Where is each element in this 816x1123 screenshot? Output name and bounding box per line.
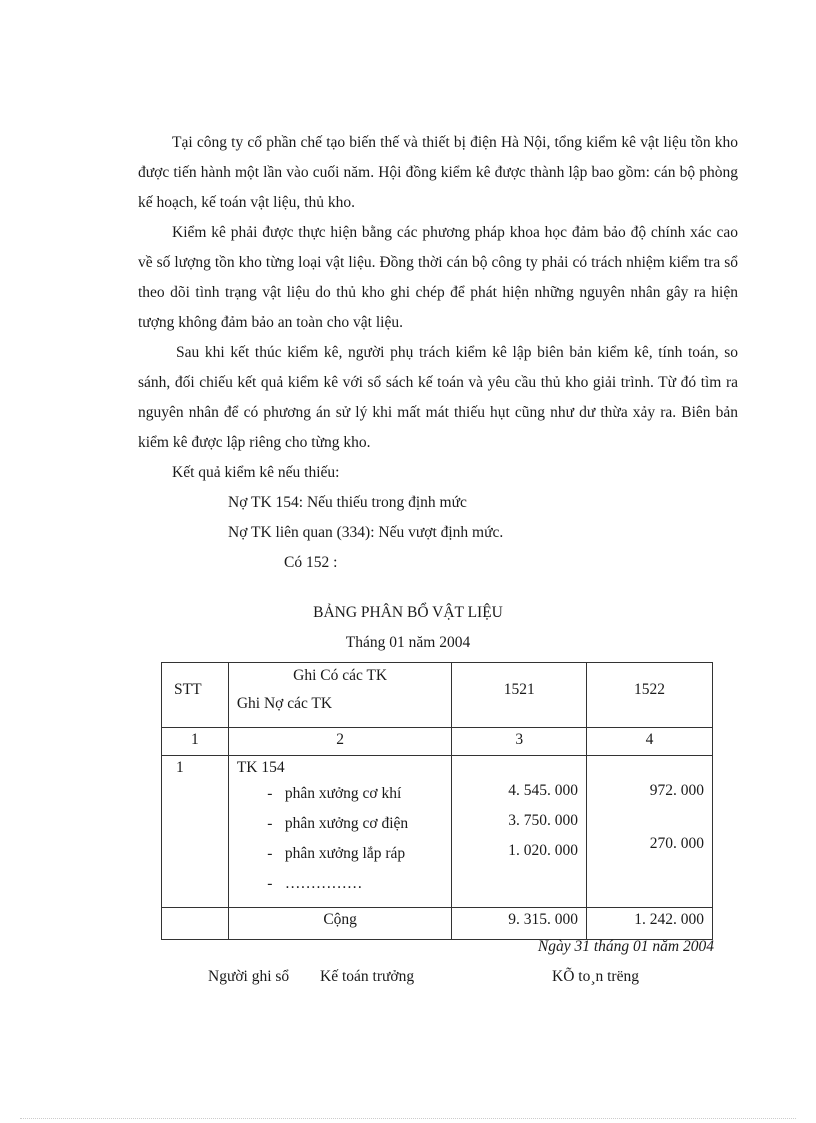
value-1521: 4. 545. 000 — [508, 782, 579, 799]
table-title: BẢNG PHÂN BỔ VẬT LIỆU — [313, 604, 503, 621]
total-empty — [162, 908, 229, 940]
total-label: Cộng — [228, 908, 452, 940]
row-values-1522 — [587, 756, 713, 908]
total-1521: 9. 315. 000 — [452, 908, 587, 940]
list-item: - phân xưởng cơ khí — [267, 785, 402, 802]
index-cell: 1 — [162, 728, 229, 756]
row-stt: 1 — [162, 756, 229, 908]
list-item: - phân xưởng lắp ráp — [267, 845, 406, 862]
value-1521: 1. 020. 000 — [508, 842, 579, 859]
list-item: - phân xưởng cơ điện — [267, 815, 409, 832]
row-account-tk154: TK 154 — [236, 759, 285, 776]
header-1521: 1521 — [452, 663, 587, 728]
credit-entry-152: Có 152 : — [284, 554, 338, 571]
preparer-signature: Người ghi sổ — [208, 968, 290, 985]
index-row — [162, 728, 713, 756]
index-cell: 4 — [587, 728, 713, 756]
row-accounts — [228, 756, 452, 908]
header-credit-label: Ghi Có các TK — [293, 667, 388, 684]
third-signature: KÕ to¸n trëng — [552, 968, 639, 985]
page-bottom-rule — [20, 1118, 796, 1119]
paragraph-3: Sau khi kết thúc kiểm kê, người phụ trách kiểm kê lập biên bản kiểm kê, tính toán, so sánh, đối chiếu kết quả kiểm kê với sổ sách kế toán và yêu cầu thủ kho giải trình. Từ đó tìm ra nguyên nhân để có phương án sử lý khi mất mát thiếu hụt cũng như dư thừa xảy ra. Biên bản kiểm kê được lập riêng cho từng kho. — [138, 344, 738, 451]
paragraph-1: Tại công ty cổ phần chế tạo biến thế và thiết bị điện Hà Nội, tổng kiểm kê vật liệu tồn kho được tiến hành một lần vào cuối năm. Hội đồng kiểm kê được thành lập bao gồm: cán bộ phòng kế hoạch, kế toán vật liệu, thủ kho. — [138, 134, 738, 211]
value-1521: 3. 750. 000 — [508, 812, 579, 829]
value-1522: 270. 000 — [649, 835, 704, 852]
row-values-1521 — [452, 756, 587, 908]
table-subtitle: Tháng 01 năm 2004 — [345, 634, 471, 651]
allocation-table — [161, 662, 713, 940]
list-item: - …………… — [267, 875, 363, 892]
total-1522: 1. 242. 000 — [587, 908, 713, 940]
paragraph-2: Kiểm kê phải được thực hiện bằng các phương pháp khoa học đảm bảo độ chính xác cao về số lượng tồn kho từng loại vật liệu. Đồng thời cán bộ công ty phải có trách nhiệm kiểm tra sổ theo dõi tình trạng vật liệu do thủ kho ghi chép để phát hiện những nguyên nhân gây ra hiện tượng không đảm bảo an toàn cho vật liệu. — [138, 224, 738, 331]
header-row — [162, 663, 713, 728]
debit-entry-154: Nợ TK 154: Nếu thiếu trong định mức — [228, 494, 467, 511]
chief-accountant-signature: Kế toán trưởng — [320, 968, 415, 985]
header-debit-label: Ghi Nợ các TK — [236, 695, 333, 712]
debit-entry-334: Nợ TK liên quan (334): Nếu vượt định mức. — [228, 524, 504, 541]
entries-heading: Kết quả kiểm kê nếu thiếu: — [172, 464, 340, 481]
header-1522: 1522 — [587, 663, 713, 728]
report-date: Ngày 31 tháng 01 năm 2004 — [537, 938, 714, 955]
total-row — [162, 908, 713, 940]
header-stt: STT — [162, 663, 229, 728]
index-cell: 2 — [228, 728, 452, 756]
index-cell: 3 — [452, 728, 587, 756]
value-1522: 972. 000 — [649, 782, 704, 799]
header-accounts — [228, 663, 452, 728]
table-row — [162, 756, 713, 908]
